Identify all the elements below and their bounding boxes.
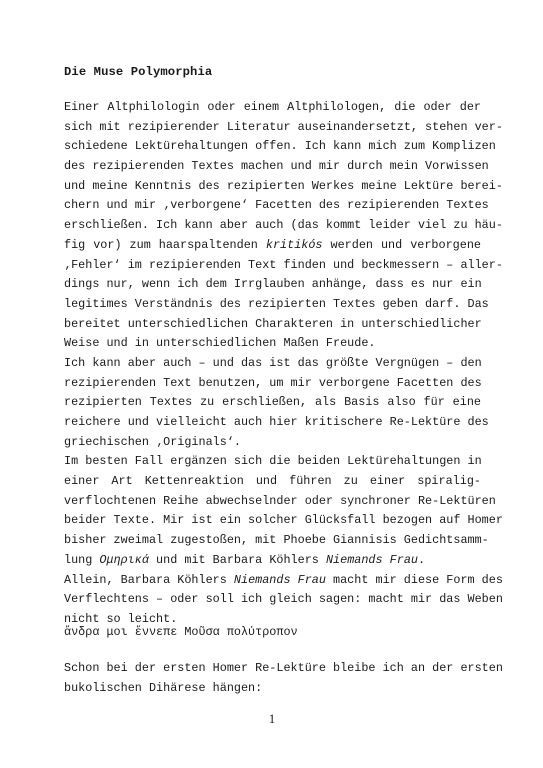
text-line: chern und mir ‚verborgene‘ Facetten des rezipierenden Textes bbox=[64, 198, 489, 213]
text-line: Einer Altphilologin oder einem Altphilologen, die oder der bbox=[64, 100, 481, 114]
text-line: bisher zweimal zugestoßen, mit Phoebe Giannisis Gedichtsamm- bbox=[64, 533, 489, 548]
text-line: lung Ομηρικά und mit Barbara Köhlers Niemands Frau. bbox=[64, 552, 426, 567]
text-line: Schon bei der ersten Homer Re-Lektüre bleibe ich an der ersten bbox=[64, 661, 503, 675]
text-line: einer Art Kettenreaktion und führen zu einer spiralig- bbox=[64, 474, 481, 489]
text-line: fig vor) zum haarspaltenden kritikós werden und verborgene bbox=[64, 237, 481, 252]
text-line: reichere und vielleicht auch hier kritischere Re-Lektüre des bbox=[64, 415, 489, 429]
text-line: Allein, Barbara Köhlers Niemands Frau macht mir diese Form des bbox=[64, 572, 503, 587]
text-line: erschließen. Ich kann aber auch (das kommt leider viel zu häu- bbox=[64, 218, 503, 233]
closing-paragraph bbox=[64, 659, 503, 698]
text-line: rezipierenden Text benutzen, um mir verborgene Facetten des bbox=[64, 375, 482, 390]
text-line: Verflechtens – oder soll ich gleich sagen: macht mir das Weben bbox=[64, 592, 503, 607]
text-line: legitimes Verständnis des rezipierten Textes geben darf. Das bbox=[64, 296, 489, 311]
text-line: sich mit rezipierender Literatur auseinandersetzt, stehen ver- bbox=[64, 119, 503, 134]
text-line: Im besten Fall ergänzen sich die beiden Lektürehaltungen in bbox=[64, 454, 482, 469]
text-line: des rezipierenden Textes machen und mir durch mein Vorwissen bbox=[64, 159, 489, 174]
text-line: Weise und in unterschiedlichen Maßen Freude. bbox=[64, 336, 376, 351]
greek-quote: ἄνδρα μοι ἔννεπε Μοῦσα πολύτροπον bbox=[64, 625, 298, 639]
text-line: Ich kann aber auch – und das ist das größte Vergnügen – den bbox=[64, 355, 482, 370]
text-line: griechischen ‚Originals‘. bbox=[64, 434, 241, 449]
text-line: bukolischen Dihärese hängen: bbox=[64, 680, 263, 695]
text-line: bereitet unterschiedlichen Charakteren in unterschiedlicher bbox=[64, 316, 482, 331]
text-line: dings nur, wenn ich dem Irrglauben anhänge, dass es nur ein bbox=[64, 277, 482, 292]
text-line: verflochtenen Reihe abwechselnder oder synchroner Re-Lektüren bbox=[64, 493, 496, 508]
text-line: und meine Kenntnis des rezipierten Werkes meine Lektüre berei- bbox=[64, 178, 503, 193]
text-line: nicht so leicht. bbox=[64, 611, 178, 626]
page-title: Die Muse Polymorphia bbox=[64, 65, 213, 79]
body-text bbox=[64, 98, 503, 630]
text-line: rezipierten Textes zu erschließen, als Basis also für eine bbox=[64, 395, 481, 410]
page-number: 1 bbox=[268, 711, 276, 726]
text-line: schiedene Lektürehaltungen offen. Ich kann mich zum Komplizen bbox=[64, 139, 496, 154]
text-line: ‚Fehler‘ im rezipierenden Text finden und beckmessern – aller- bbox=[64, 257, 503, 272]
text-line: beider Texte. Mir ist ein solcher Glücksfall bezogen auf Homer bbox=[64, 513, 503, 528]
